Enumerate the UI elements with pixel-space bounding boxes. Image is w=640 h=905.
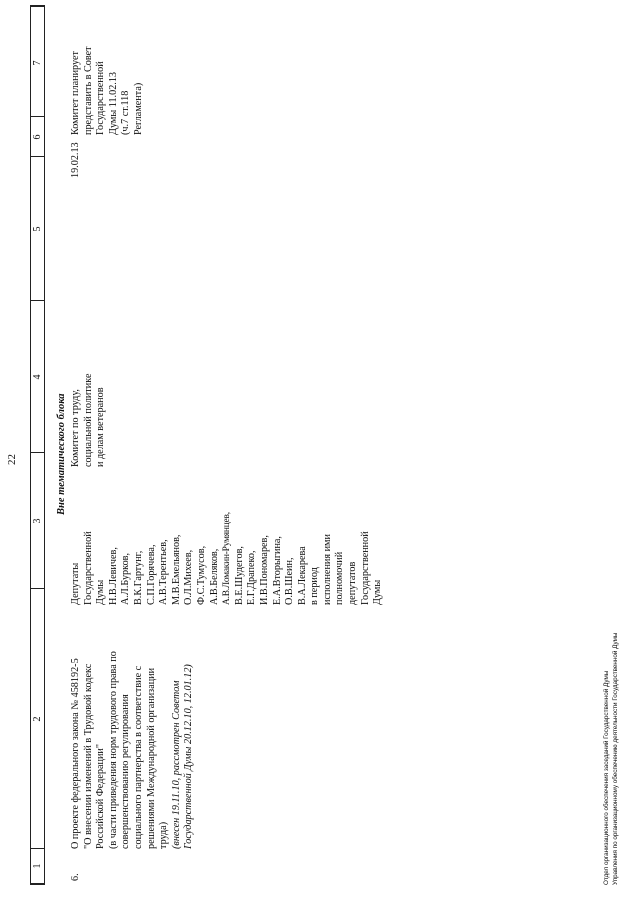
note-line: Думы 11.02.13 bbox=[107, 71, 119, 135]
initiator-line: А.В.Беляков, bbox=[208, 548, 220, 605]
bill-subject-line: решениями Международной организации bbox=[145, 667, 157, 849]
initiator-line: полномочий bbox=[334, 551, 346, 605]
column-number-4: 4 bbox=[32, 374, 43, 380]
note-line: Регламента) bbox=[132, 82, 144, 135]
responsible-committee bbox=[70, 374, 108, 467]
column-number-1: 1 bbox=[32, 863, 43, 869]
initiator-line: О.В.Шеин, bbox=[284, 557, 296, 605]
initiator-line: А.В.Ломакин-Румянцев, bbox=[222, 512, 233, 605]
initiator-line: С.П.Горячева, bbox=[145, 544, 157, 605]
initiator-line: Думы bbox=[372, 579, 384, 605]
footer-line: Отдел организационного обеспечения заседаний Государственной Думы bbox=[603, 670, 610, 885]
initiator-line: В.Е.Шудегов, bbox=[233, 546, 245, 605]
initiator-line: Е.Г.Драпеко, bbox=[246, 550, 258, 605]
footer-line: Управления по организационному обеспечению деятельности Государственной Думы bbox=[612, 632, 619, 885]
bill-subject bbox=[70, 651, 196, 849]
initiator-line: Думы bbox=[95, 579, 107, 605]
column-number-5: 5 bbox=[32, 226, 43, 232]
bill-subject-line: "О внесении изменений в Трудовой кодекс bbox=[82, 663, 94, 849]
row-number: 6. bbox=[70, 873, 81, 881]
bill-subject-line: труда) bbox=[158, 821, 170, 849]
note-line: Государственной bbox=[95, 61, 107, 135]
bill-subject-line: социального партнерства в соответствие с bbox=[132, 665, 144, 849]
section-title: Вне тематического блока bbox=[56, 393, 67, 515]
initiator-line: Государственной bbox=[82, 531, 94, 605]
bill-history-line: Государственной Думы 20.12.10, 12.01.12) bbox=[183, 664, 195, 849]
note-line: (ч.7 ст.118 bbox=[120, 90, 132, 135]
column-number-2: 2 bbox=[32, 716, 43, 722]
page-footer bbox=[602, 633, 620, 885]
initiator-line: И.В.Пономарев, bbox=[258, 535, 270, 605]
committee-line: и делам ветеранов bbox=[95, 387, 107, 467]
initiator-line: В.К.Гартунг, bbox=[132, 550, 144, 605]
page-number: 22 bbox=[6, 454, 18, 465]
initiator-line: исполнения ими bbox=[321, 534, 333, 605]
column-number-3: 3 bbox=[32, 518, 43, 524]
initiator-line: в период bbox=[309, 567, 321, 605]
bill-history-line: (внесен 19.11.10, рассмотрен Советом bbox=[170, 680, 182, 849]
initiator-line: В.А.Лекарева bbox=[296, 546, 308, 605]
initiator-line: А.В.Терентьев, bbox=[158, 539, 170, 605]
column-number-6: 6 bbox=[32, 134, 43, 140]
row-note bbox=[70, 46, 146, 135]
initiator-line: Ф.С.Тумусов, bbox=[195, 545, 207, 605]
committee-line: социальной политике bbox=[82, 373, 94, 467]
initiator-line: М.В.Емельянов, bbox=[170, 534, 182, 605]
note-line: Комитет планирует bbox=[70, 51, 81, 135]
bill-initiators bbox=[70, 512, 385, 605]
initiator-line: Государственной bbox=[359, 531, 371, 605]
initiator-line: Н.В.Левичев, bbox=[107, 547, 119, 605]
note-line: представить в Совет bbox=[82, 46, 94, 135]
column-number-7: 7 bbox=[32, 60, 43, 66]
bill-subject-line: совершенствованию регулирования bbox=[120, 694, 132, 849]
initiator-line: Е.А.Вторыгина, bbox=[271, 536, 283, 605]
table-header-row bbox=[30, 5, 45, 885]
bill-subject-line: (в части приведения норм трудового права по bbox=[107, 651, 119, 849]
review-date: 19.02.13 bbox=[70, 142, 81, 178]
initiator-line: Депутаты bbox=[70, 562, 81, 605]
bill-subject-line: О проекте федерального закона № 458192-5 bbox=[70, 658, 81, 849]
initiator-line: О.Л.Михеев, bbox=[183, 549, 195, 605]
bill-subject-line: Российской Федерации" bbox=[95, 743, 107, 849]
initiator-line: А.Л.Бурков, bbox=[120, 552, 132, 605]
committee-line: Комитет по труду, bbox=[70, 389, 81, 467]
initiator-line: депутатов bbox=[347, 561, 359, 605]
